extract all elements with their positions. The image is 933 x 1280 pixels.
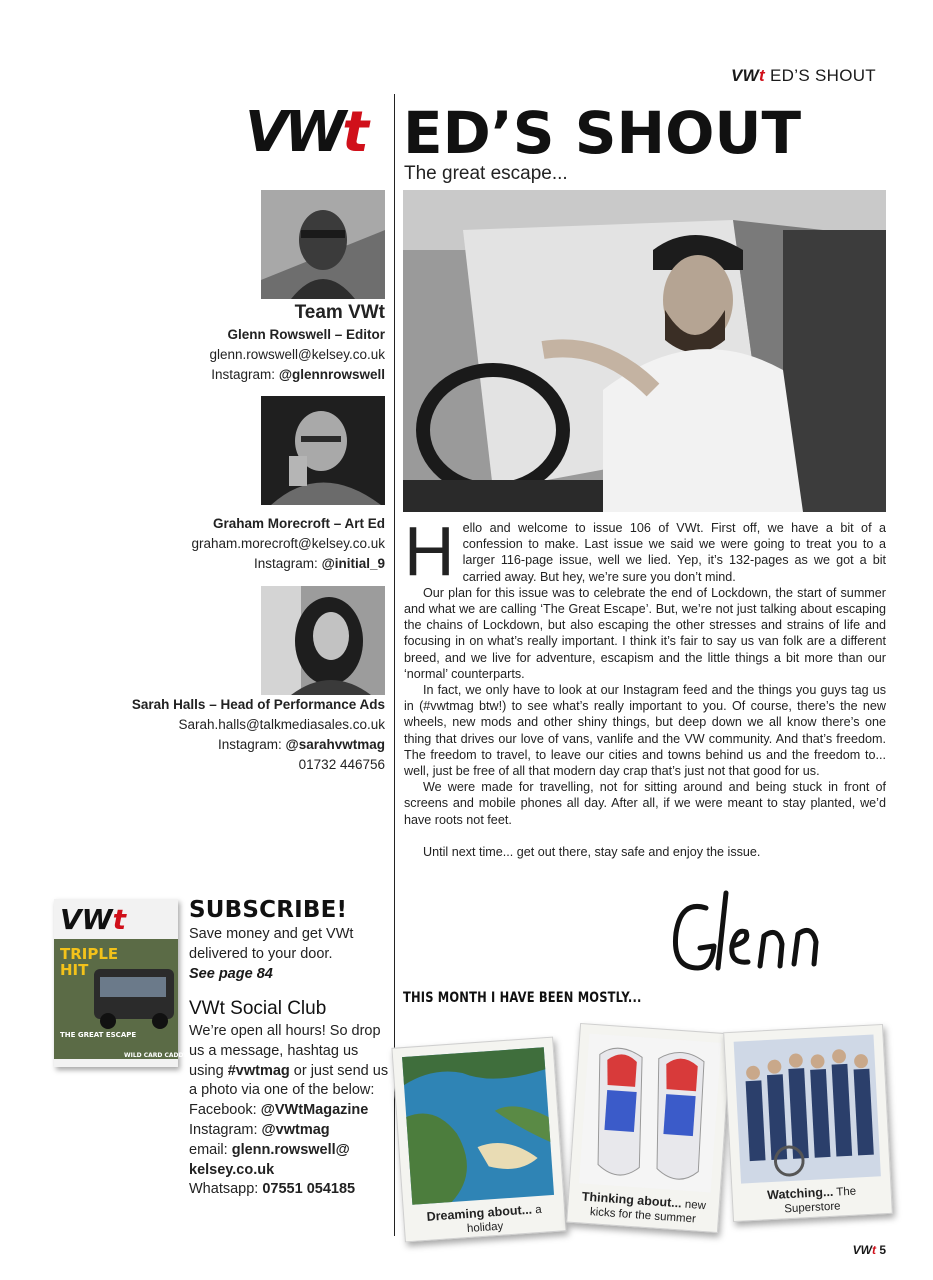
subscribe-page-link[interactable]: See page 84 [189,966,273,982]
article-paragraph: Hello and welcome to issue 106 of VWt. First off, we have a bit of a confession to make. Last issue we said we were going to treat you to a larger 116-page issue, well we lied. Yep, it’s 132-pages as we got a bit carried away. But hey, we’re sure you don’t mind. [404,512,886,590]
team-heading: Team VWt [294,302,385,323]
sneakers-photo [579,1034,721,1193]
tv-show-photo [734,1034,881,1183]
holiday-photo [402,1047,554,1205]
page-title: ED’S SHOUT [403,99,802,167]
svg-text:WILD CARD CADDY: WILD CARD CADDY [124,1052,188,1059]
vwt-logo: VWt [245,100,365,165]
contact-role: Graham Morecroft – Art Ed [212,516,385,531]
contact-email[interactable]: Sarah.halls@talkmediasales.co.uk [178,717,385,732]
social-email: email: glenn.rowswell@ kelsey.co.uk [189,1141,350,1178]
ad-manager-photo [261,586,385,695]
polaroid-caption: Watching... The Superstore [766,1184,857,1216]
contact-email[interactable]: graham.morecroft@kelsey.co.uk [191,536,385,551]
svg-text:HIT: HIT [60,961,89,979]
polaroid-caption: Thinking about... new kicks for the summer [581,1189,707,1226]
running-head [731,66,876,86]
contact-phone: 01732 446756 [298,757,385,772]
contact-role: Sarah Halls – Head of Performance Ads [131,697,385,712]
article-paragraph: In fact, we only have to look at our Instagram feed and the things you guys tag us in (#vwtmag btw!) to see what’s really important to you. Of course, there’s the new wheels, new mods and other shiny things, but deep down we all know there’s one thing that drives our love of vans, vanlife and the VW community. And that’s freedom. The freedom to travel, to leave our cities and towns behind us and the freedom to... well, just be free of all that modern day crap that’s just not that good for us. [404,683,886,779]
editor-photo [261,190,385,299]
running-head-title: ED’S SHOUT [770,66,876,85]
contact-instagram: Instagram: @glennrowswell [211,367,385,382]
social-whatsapp: Whatsapp: 07551 054185 [189,1181,356,1198]
article-signoff: Until next time... get out there, stay safe and enjoy the issue. [423,844,761,859]
subscribe-box [189,897,389,984]
article-paragraph: Our plan for this issue was to celebrate the end of Lockdown, the start of summer and what we are calling ‘The Great Escape’. But, we’re not just talking about escaping the chains of Lockdown, but also escaping the other stresses and strains of life and focusing in on what’s really important. I think it’s fair to say us van folk are a different breed, and we live for adventure, escapism and the little things a bit more than our ‘normal’ counterparts. [404,585,886,681]
social-instagram: Instagram: @vwtmag [189,1121,330,1138]
svg-text:VWt: VWt [60,903,126,936]
svg-text:TRIPLE: TRIPLE [60,945,119,963]
magazine-cover[interactable] [54,899,188,1067]
drop-cap: H [404,512,455,590]
page-subtitle: The great escape... [404,163,568,184]
contact-instagram: Instagram: @sarahvwtmag [218,737,385,752]
polaroid-kicks [566,1023,732,1233]
contact-role: Glenn Rowswell – Editor [227,327,385,342]
contact-art-editor [191,514,385,574]
article-paragraph: We were made for travelling, not for sitting around and being stuck in front of screens and mobile phones all day. After all, if we were meant to stay planted, we’d have roots not feet. [404,780,886,827]
svg-text:THE GREAT ESCAPE: THE GREAT ESCAPE [60,1031,137,1039]
polaroid-caption: Dreaming about... a holiday [426,1202,543,1236]
social-club-box [189,998,389,1200]
hashtag[interactable]: #vwtmag [227,1062,290,1079]
folio-logo: VWt [852,1243,876,1257]
subscribe-title: SUBSCRIBE! [189,897,348,923]
subscribe-text: Save money and get VWt delivered to your door. [189,926,354,962]
contact-instagram: Instagram: @initial_9 [254,556,385,571]
polaroid-holiday [391,1037,566,1243]
social-facebook: Facebook: @VWtMagazine [189,1102,369,1119]
page-folio [853,1243,886,1257]
masthead [245,99,802,167]
page-number: 5 [879,1243,886,1257]
editor-signature [668,878,848,978]
running-head-logo: VWt [731,66,765,85]
social-club-intro: We’re open all hours! So drop us a message, hashtag us using #vwtmag or just send us a photo via one of the below: [189,1023,389,1099]
contact-editor [209,325,385,385]
social-club-title: VWt Social Club [189,998,327,1019]
art-editor-photo [261,396,385,505]
polaroid-watching [723,1024,893,1222]
mostly-heading: THIS MONTH I HAVE BEEN MOSTLY... [403,990,642,1006]
editorial-article [404,512,886,860]
contact-ad-manager [132,695,385,775]
main-photo-driver [403,190,886,512]
contact-email[interactable]: glenn.rowswell@kelsey.co.uk [209,347,385,362]
